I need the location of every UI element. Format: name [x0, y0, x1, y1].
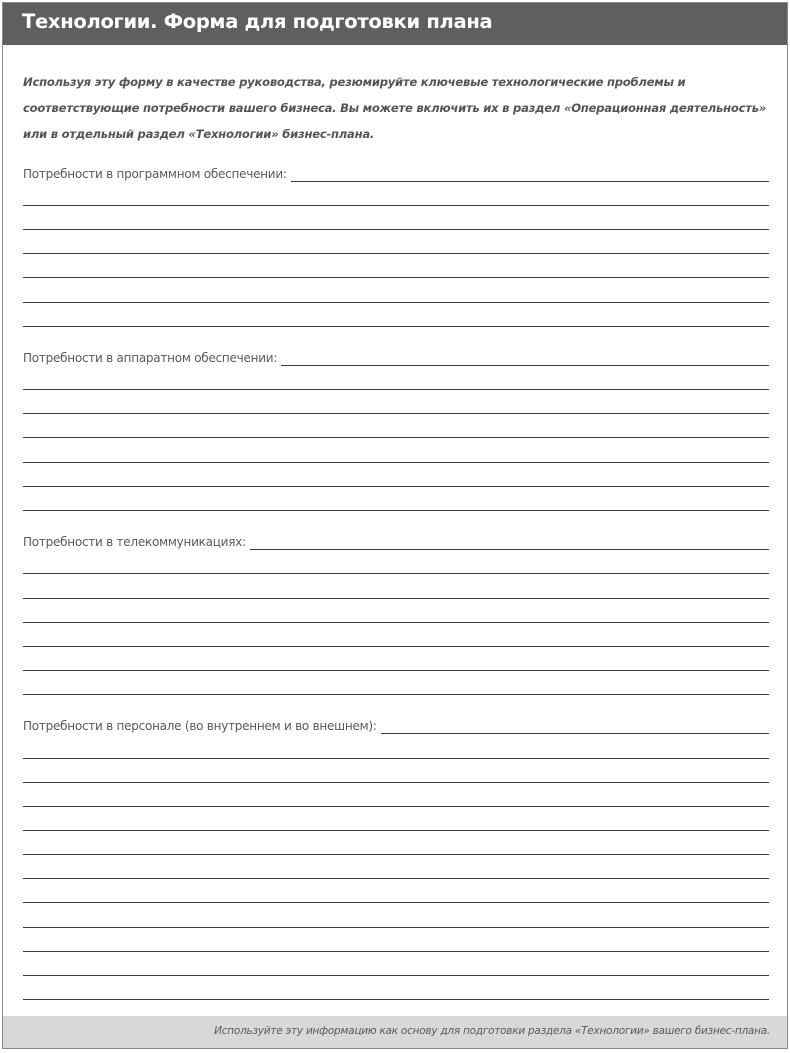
personnel-needs-line[interactable] — [23, 758, 769, 759]
personnel-needs-line[interactable] — [23, 927, 769, 928]
hardware-needs-line[interactable] — [23, 462, 769, 463]
personnel-needs-line[interactable] — [23, 951, 769, 952]
hardware-needs-line[interactable] — [23, 389, 769, 390]
hardware-needs-label: Потребности в аппаратном обеспечении: — [23, 351, 278, 365]
personnel-needs-label: Потребности в персонале (во внутреннем и во внешнем): — [23, 719, 377, 733]
personnel-needs-line[interactable] — [23, 782, 769, 783]
telecom-needs-line[interactable] — [23, 573, 769, 574]
software-needs-line[interactable] — [23, 229, 769, 230]
telecom-needs-line[interactable] — [23, 622, 769, 623]
telecom-needs-line[interactable] — [23, 598, 769, 599]
personnel-needs-line[interactable] — [23, 806, 769, 807]
telecom-needs-label: Потребности в телекоммуникациях: — [23, 535, 246, 549]
personnel-needs-line[interactable] — [381, 733, 769, 734]
telecom-needs-field[interactable] — [23, 528, 769, 550]
hardware-needs-line[interactable] — [23, 413, 769, 414]
personnel-needs-line[interactable] — [23, 830, 769, 831]
header-bar — [3, 3, 787, 45]
software-needs-field[interactable] — [23, 160, 769, 182]
telecom-needs-line[interactable] — [23, 670, 769, 671]
software-needs-line[interactable] — [23, 302, 769, 303]
software-needs-line[interactable] — [23, 326, 769, 327]
software-needs-line[interactable] — [23, 205, 769, 206]
personnel-needs-line[interactable] — [23, 902, 769, 903]
software-needs-line[interactable] — [291, 181, 769, 182]
footer-bar — [3, 1016, 787, 1048]
hardware-needs-line[interactable] — [281, 365, 769, 366]
personnel-needs-line[interactable] — [23, 878, 769, 879]
personnel-needs-field[interactable] — [23, 712, 769, 734]
hardware-needs-line[interactable] — [23, 510, 769, 511]
personnel-needs-line[interactable] — [23, 999, 769, 1000]
hardware-needs-line[interactable] — [23, 486, 769, 487]
form-page — [2, 2, 788, 1049]
personnel-needs-line[interactable] — [23, 854, 769, 855]
software-needs-line[interactable] — [23, 253, 769, 254]
personnel-needs-line[interactable] — [23, 975, 769, 976]
footer-note: Используйте эту информацию как основу для подготовки раздела «Технологии» вашего бизнес-плана. — [214, 1025, 770, 1037]
hardware-needs-field[interactable] — [23, 344, 769, 366]
telecom-needs-line[interactable] — [23, 694, 769, 695]
page-title: Технологии. Форма для подготовки плана — [22, 10, 493, 33]
hardware-needs-line[interactable] — [23, 437, 769, 438]
telecom-needs-line[interactable] — [23, 646, 769, 647]
telecom-needs-line[interactable] — [250, 549, 769, 550]
intro-text: Используя эту форму в качестве руководства, резюмируйте ключевые технологические проблемы и соответствующие потребности вашего бизнеса. Вы можете включить их в раздел «Операционная деятельность» или в отдельный раздел «Технологии» бизнес-плана. — [23, 75, 767, 141]
software-needs-label: Потребности в программном обеспечении: — [23, 167, 287, 181]
software-needs-line[interactable] — [23, 277, 769, 278]
